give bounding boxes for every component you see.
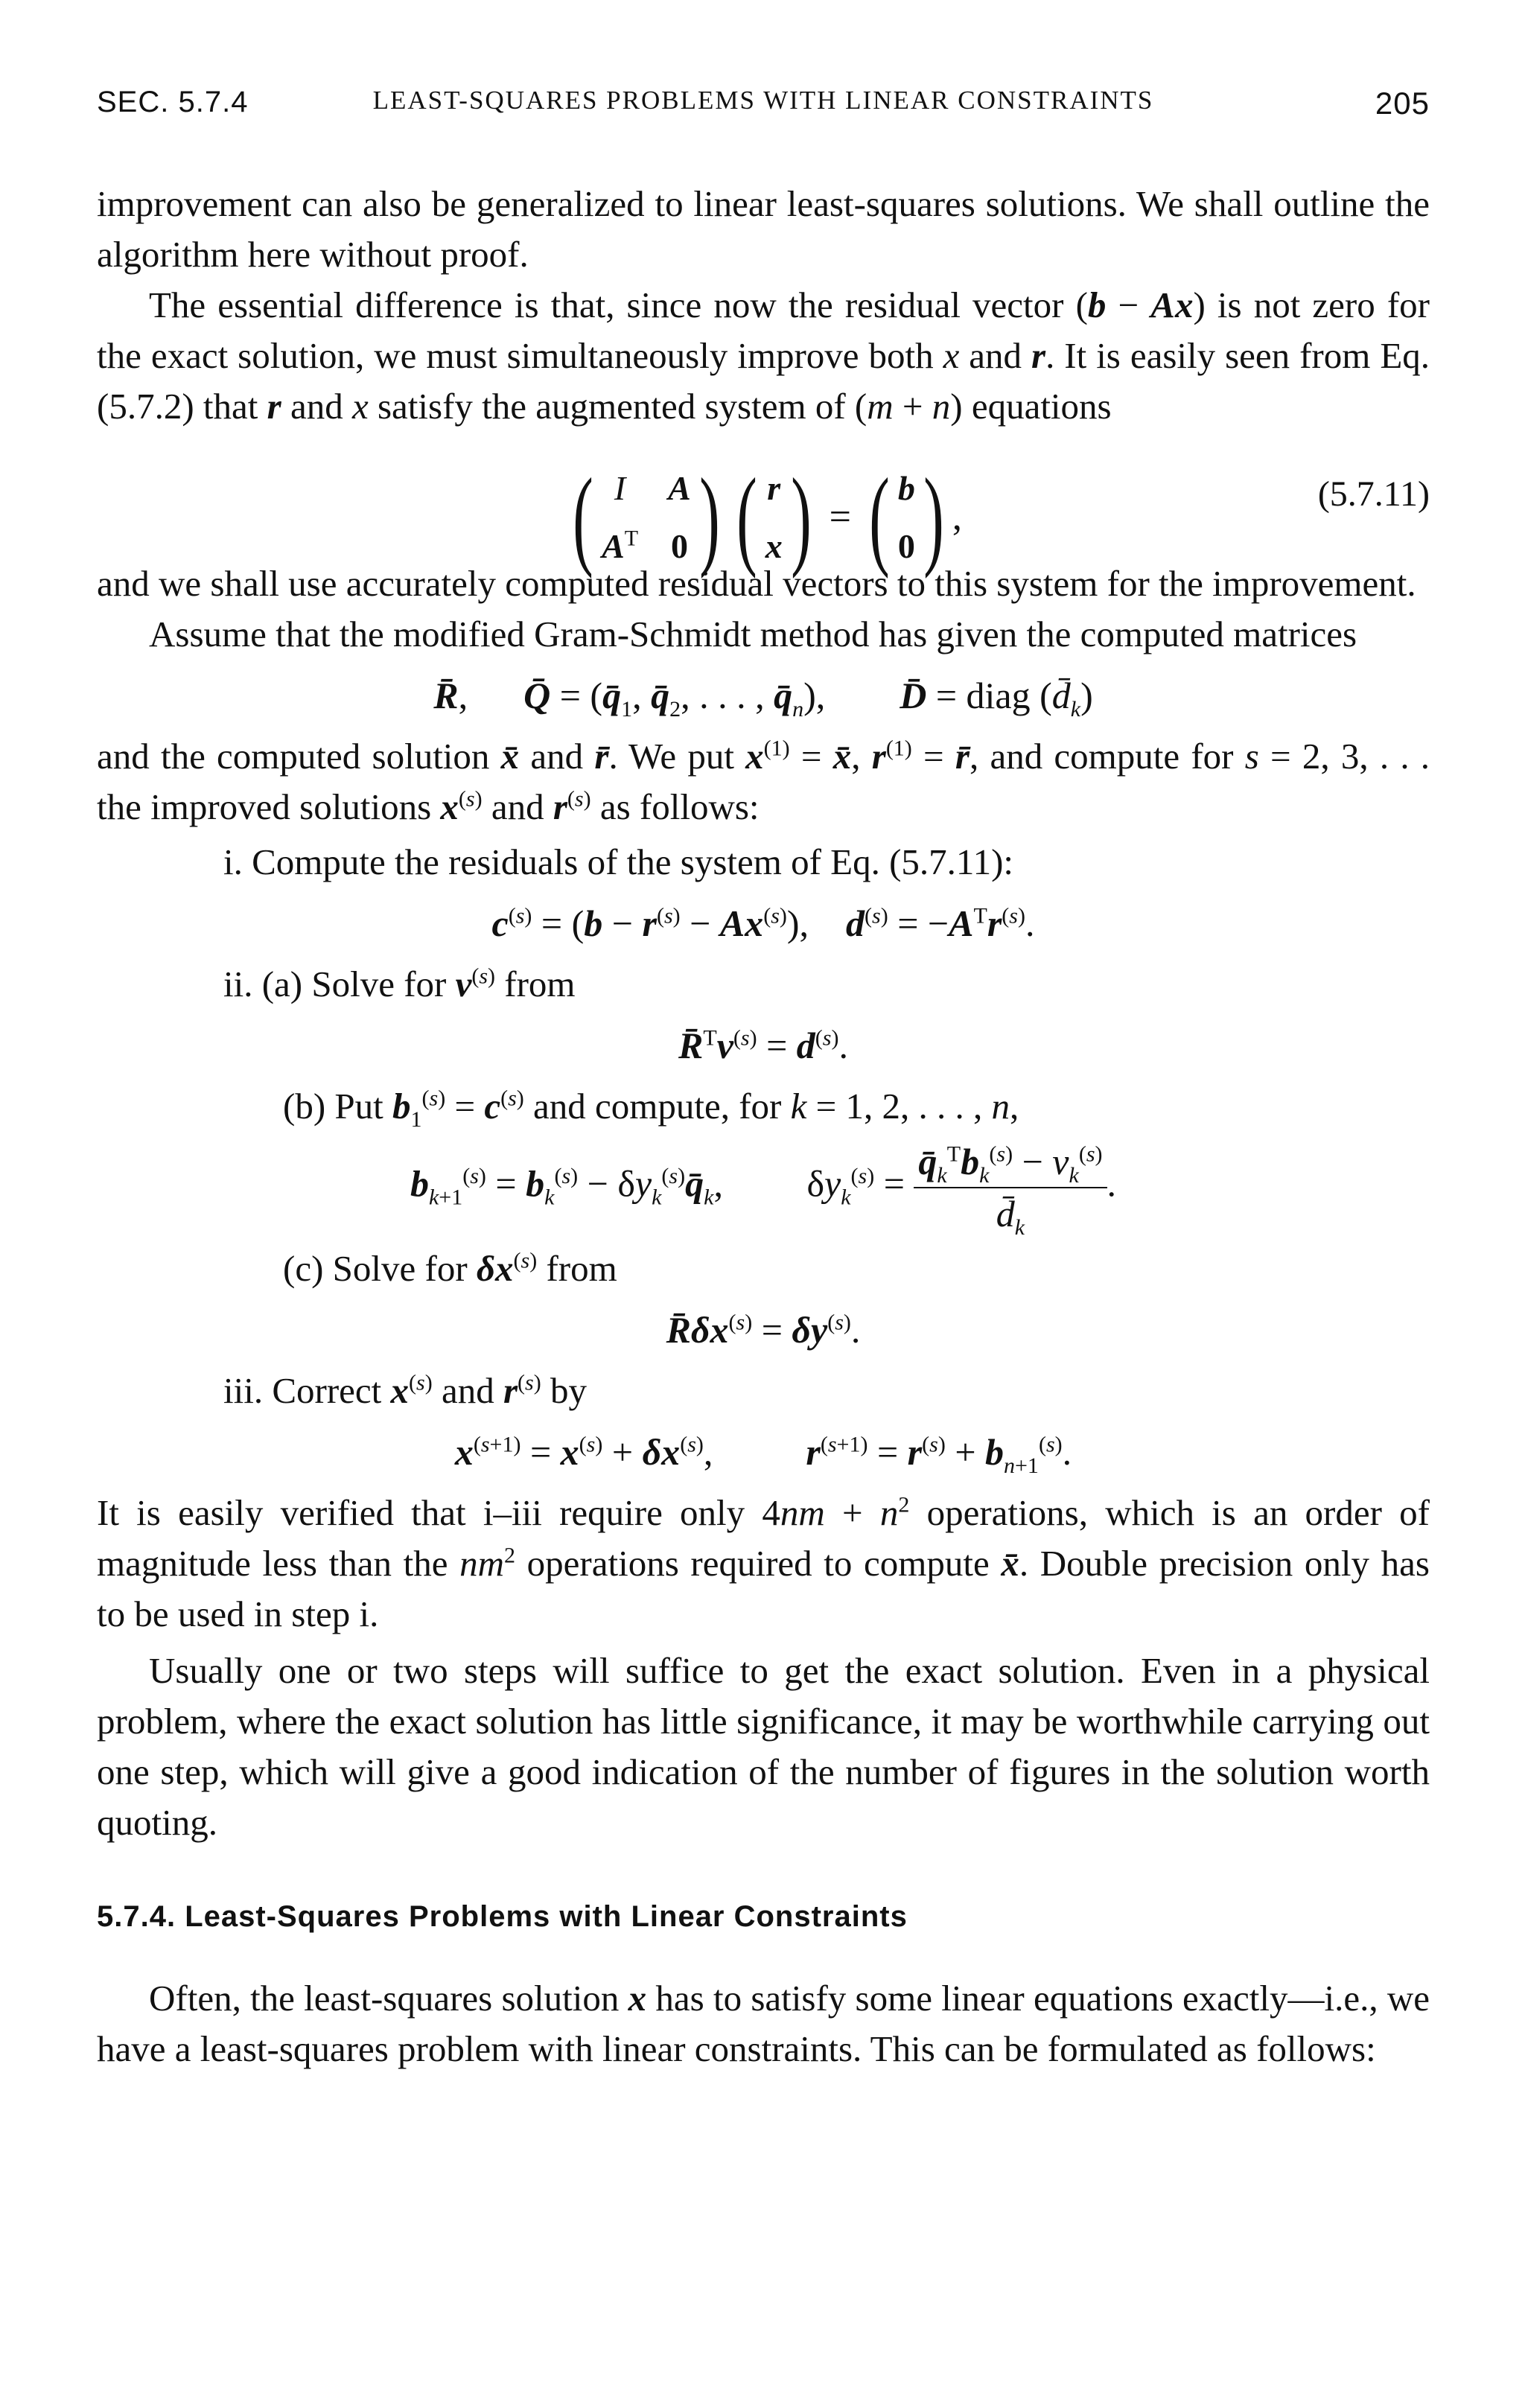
step-ii-c: (c) Solve for $\delta x^{(s)}$ from: [283, 1248, 617, 1289]
page-body: [97, 179, 1430, 2074]
paragraph-7: Usually one or two steps will suffice to get the exact solution. Even in a physical problem, where the exact solution has little significance, it may be worthwhile carrying out one step, which will give a good indication of the number of figures in the solution worth quoting.: [97, 1650, 1430, 1843]
solve-v-equation: $R̄^Tv^{(s)} = d^{(s)}$.: [678, 1025, 848, 1066]
step-ii-b: (b) Put $b_1^{(s)} = c^{(s)}$ and compute, for k = 1, 2, . . . , n,: [283, 1086, 1019, 1132]
correction-equation: $x^{(s+1)} = x^{(s)} + \delta x^{(s)}$, $r^{(s+1)} = r^{(s)} + b_{n+1}^{(s)}$.: [454, 1431, 1072, 1478]
step-iii: iii. Correct $x^{(s)}$ and $r^{(s)}$ by: [223, 1370, 587, 1411]
computed-matrices-equation: R̄, Q̄ = ($q̄_1$, $q̄_2$, . . . , $q̄_n$), D̄ = diag $(d̄_k)$: [433, 675, 1093, 722]
step-ii-a: ii. (a) Solve for $v^{(s)}$ from: [223, 963, 576, 1004]
update-b-equation: $b_{k+1}^{(s)} = b_k^{(s)}$ − $\delta y_k^{(s)}q̄_k$, $\delta y_k^{(s)}$ = $\frac{q̄_k^Tb_k^{(s)} - v_k^{(s)}}{d̄_k}$ .: [97, 1136, 1430, 1239]
step-i: i. Compute the residuals of the system of Eq. (5.7.11):: [223, 841, 1014, 882]
paragraph-1: improvement can also be generalized to linear least-squares solutions. We shall outline the algorithm here without proof.: [97, 183, 1430, 275]
paragraph-2: The essential difference is that, since now the residual vector (b − Ax) is not zero for the exact solution, we must simultaneously improve both x and r. It is easily seen from Eq. (5.7.2) that r and x satisfy the augmented system of (m + n) equations: [97, 284, 1430, 427]
running-title: LEAST-SQUARES PROBLEMS WITH LINEAR CONSTRAINTS: [372, 86, 1154, 115]
paragraph-3: and we shall use accurately computed residual vectors to this system for the improvement.: [97, 563, 1416, 604]
section-label: SEC. 5.7.4: [97, 86, 249, 118]
paragraph-4: Assume that the modified Gram-Schmidt method has given the computed matrices: [149, 614, 1357, 654]
running-header: [97, 86, 1430, 130]
section-heading: 5.7.4. Least-Squares Problems with Linear Constraints: [97, 1900, 908, 1933]
equation-number: (5.7.11): [1317, 474, 1430, 514]
paragraph-5: and the computed solution x̄ and r̄. We put $x^{(1)}$ = x̄, $r^{(1)}$ = r̄, and compute for s = 2, 3, . . . the improved solutions $x^{(s)}$ and $r^{(s)}$ as follows:: [97, 736, 1430, 827]
solve-dx-equation: $R̄\delta x^{(s)} = \delta y^{(s)}$.: [666, 1309, 861, 1351]
residual-equation: $c^{(s)} = (b - r^{(s)} - Ax^{(s)})$, $d^{(s)} = -A^Tr^{(s)}$.: [491, 902, 1035, 944]
paragraph-6: It is easily verified that i–iii require only $4nm + n^2$ operations, which is an order of magnitude less than the $nm^2$ operations required to compute x̄. Double precision only has to be used in step i.: [97, 1492, 1430, 1634]
paragraph-8: Often, the least-squares solution x has to satisfy some linear equations exactly—i.e., we have a least-squares problem with linear constraints. This can be formulated as follows:: [97, 1978, 1430, 2069]
equation-5-7-11: ( I A $A^T$ 0 ) ( r x ) = ( b 0 ) , (5.7.11): [573, 456, 1430, 579]
page-number: 205: [1375, 86, 1430, 121]
